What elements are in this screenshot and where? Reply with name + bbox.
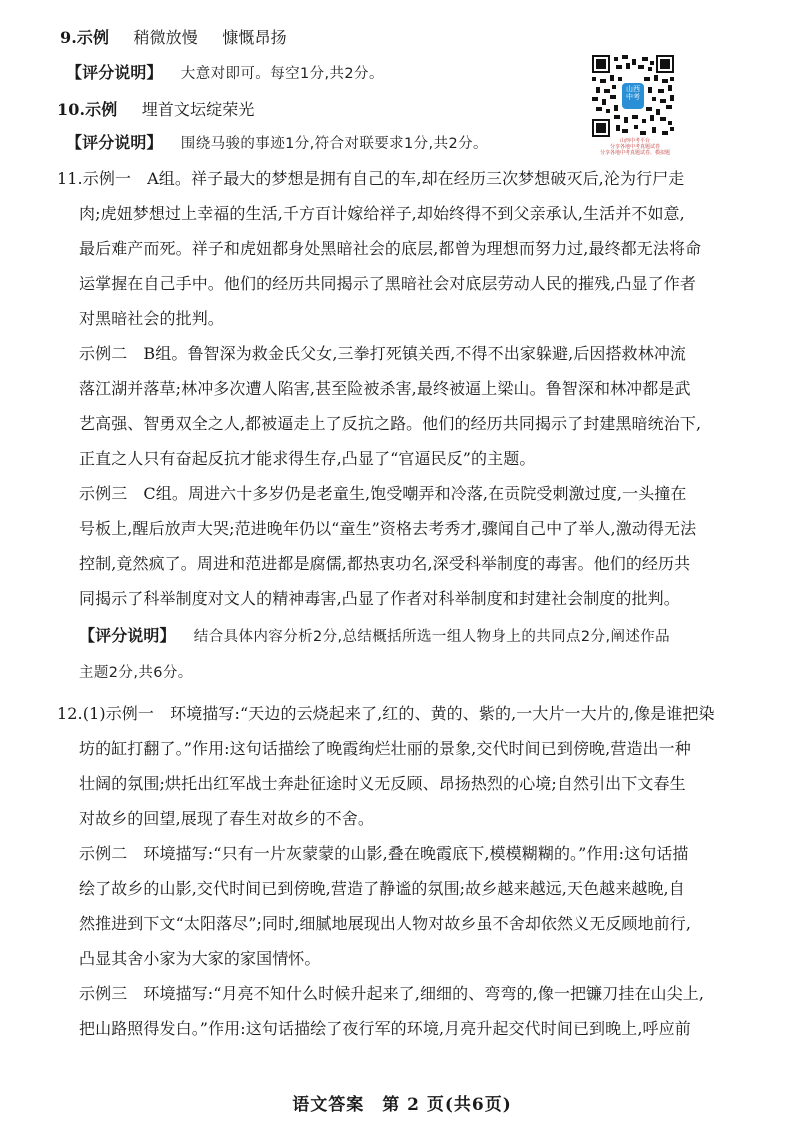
q12-line: 示例二 环境描写:“只有一片灰蒙蒙的山影,叠在晚霞底下,模模糊糊的。”作用:这句话描 bbox=[79, 844, 689, 863]
q11-line: 落江湖并落草;林冲多次遭人陷害,甚至险被杀害,最终被逼上梁山。鲁智深和林冲都是武 bbox=[79, 379, 691, 398]
q12-line: 坊的缸打翻了。”作用:这句话描绘了晚霞绚烂壮丽的景象,交代时间已到傍晚,营造出一种 bbox=[79, 739, 691, 758]
q11-scoring-note bbox=[79, 625, 670, 648]
q11-line: 最后难产而死。祥子和虎妞都身处黑暗社会的底层,都曾为理想而努力过,最终都无法将命 bbox=[79, 239, 702, 258]
q11-line: 艺高强、智勇双全之人,都被逼走上了反抗之路。他们的经历共同揭示了封建黑暗统治下, bbox=[79, 414, 702, 433]
q12-line: 壮阔的氛围;烘托出红军战士奔赴征途时义无反顾、昂扬热烈的心境;自然引出下文春生 bbox=[79, 774, 686, 793]
q12-line: 把山路照得发白。”作用:这句话描绘了夜行军的环境,月亮升起交代时间已到晚上,呼应前 bbox=[79, 1019, 691, 1038]
q12-line: 对故乡的回望,展现了春生对故乡的不舍。 bbox=[79, 809, 374, 828]
q11-note-label: 【评分说明】 bbox=[79, 626, 176, 645]
q9-scoring-note bbox=[66, 62, 384, 85]
qr-caption bbox=[580, 138, 690, 156]
q12-line: 绘了故乡的山影,交代时间已到傍晚,营造了静谧的氛围;故乡越来越远,天色越来越晚,自 bbox=[79, 879, 685, 898]
q12-line: 凸显其舍小家为大家的家国情怀。 bbox=[79, 949, 321, 968]
q11-line: 号板上,醒后放声大哭;范进晚年仍以“童生”资格去考秀才,骤闻自己中了举人,激动得无法 bbox=[79, 519, 697, 538]
q9-answer-1: 稍微放慢 bbox=[133, 28, 198, 47]
q11-line: 同揭示了科举制度对文人的精神毒害,凸显了作者对科举制度和封建社会制度的批判。 bbox=[79, 589, 680, 608]
q11-line: 11.示例一 A组。祥子最大的梦想是拥有自己的车,却在经历三次梦想破灭后,沦为行尸走 bbox=[57, 169, 685, 188]
q11-line: 运掌握在自己手中。他们的经历共同揭示了黑暗社会对底层劳动人民的摧残,凸显了作者 bbox=[79, 274, 696, 293]
q10-note-label: 【评分说明】 bbox=[66, 133, 163, 152]
q10-answer-line bbox=[57, 99, 254, 121]
q11-note-text-cont: 主题2分,共6分。 bbox=[79, 665, 193, 681]
q11-line: 肉;虎妞梦想过上幸福的生活,千方百计嫁给祥子,却始终得不到父亲承认,生活并不如意, bbox=[79, 204, 685, 223]
qr-caption-line: 山西中考平台 bbox=[619, 138, 650, 144]
q11-line: 正直之人只有奋起反抗才能求得生存,凸显了“官逼民反”的主题。 bbox=[79, 449, 536, 468]
q11-line: 对黑暗社会的批判。 bbox=[79, 309, 224, 328]
q11-line: 示例二 B组。鲁智深为救金氏父女,三拳打死镇关西,不得不出家躲避,后因搭救林冲流 bbox=[79, 344, 687, 363]
q10-scoring-note bbox=[66, 132, 488, 155]
q11-line: 示例三 C组。周进六十多岁仍是老童生,饱受嘲弄和冷落,在贡院受刺激过度,一头撞在 bbox=[79, 484, 687, 503]
q10-note-text: 围绕马骏的事迹1分,符合对联要求1分,共2分。 bbox=[180, 136, 488, 152]
qr-center-logo-text: 山西中考 bbox=[626, 85, 640, 101]
q11-line: 控制,竟然疯了。周进和范进都是腐儒,都热衷功名,深受科举制度的毒害。他们的经历共 bbox=[79, 554, 691, 573]
q10-answer: 埋首文坛绽荣光 bbox=[141, 100, 255, 119]
qr-caption-line: 分享各地中考真题试卷 bbox=[609, 144, 660, 150]
q10-label: 10.示例 bbox=[57, 100, 118, 119]
qr-caption-line: 分享各地中考真题试卷、模拟题 bbox=[599, 150, 670, 156]
qr-code[interactable] bbox=[592, 55, 674, 137]
q9-note-text: 大意对即可。每空1分,共2分。 bbox=[180, 66, 384, 82]
q12-line: 12.(1)示例一 环境描写:“天边的云烧起来了,红的、黄的、紫的,一大片一大片的,像是谁把染 bbox=[57, 704, 715, 723]
q9-label: 9.示例 bbox=[60, 28, 110, 47]
q9-note-label: 【评分说明】 bbox=[66, 63, 163, 82]
q11-note-text: 结合具体内容分析2分,总结概括所选一组人物身上的共同点2分,阐述作品 bbox=[193, 629, 671, 645]
q9-answer-2: 慷慨昂扬 bbox=[222, 28, 287, 47]
page-footer: 语文答案 第 2 页(共6页) bbox=[292, 1095, 512, 1115]
q12-line: 示例三 环境描写:“月亮不知什么时候升起来了,细细的、弯弯的,像一把镰刀挂在山尖上, bbox=[79, 984, 705, 1003]
q12-line: 然推进到下文“太阳落尽”;同时,细腻地展现出人物对故乡虽不舍却依然义无反顾地前行, bbox=[79, 914, 692, 933]
q9-answer-line bbox=[60, 27, 287, 49]
